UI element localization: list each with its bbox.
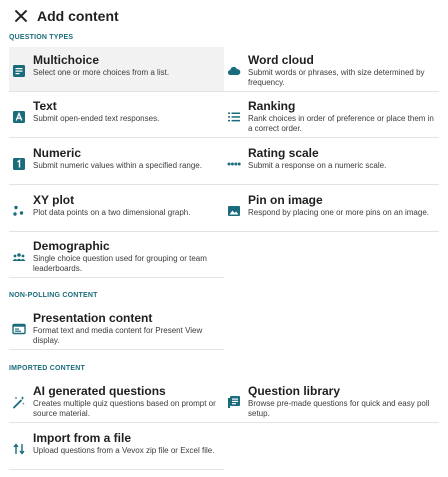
option-name: Question library [248,384,341,398]
option-description: Format text and media content for Present View display. [33,326,203,345]
option-name: Demographic [33,239,110,253]
option-presentation-content[interactable] [9,305,224,350]
option-question-library[interactable] [224,378,439,423]
ordered-list-icon [227,110,241,124]
option-name: Numeric [33,146,82,160]
cloud-icon [227,64,241,78]
option-name: Multichoice [33,53,100,67]
magic-wand-icon [12,395,26,409]
presentation-icon [12,322,26,336]
option-name: Pin on image [248,193,323,207]
option-description: Respond by placing one or more pins on an image. [248,208,429,217]
option-description: Single choice question used for grouping or team leaderboards. [33,254,207,273]
option-pin-on-image[interactable] [224,187,439,232]
library-icon [227,395,241,409]
dots-scale-icon [227,157,241,171]
section-label-non-polling: NON-POLLING CONTENT [9,292,98,299]
letter-a-icon [12,110,26,124]
option-demographic[interactable] [9,233,224,278]
option-text[interactable] [9,93,224,138]
option-word-cloud[interactable] [224,47,439,92]
option-ai-generated-questions[interactable] [9,378,224,423]
option-description: Upload questions from a Vevox zip file or Excel file. [33,446,215,455]
option-multichoice[interactable] [9,47,224,92]
section-label-question-types: QUESTION TYPES [9,34,74,41]
scatter-icon [12,204,26,218]
option-description: Submit words or phrases, with size determined by frequency. [248,68,425,87]
option-rating-scale[interactable] [224,140,439,185]
dialog-title: Add content [37,8,119,24]
section-label-imported: IMPORTED CONTENT [9,365,85,372]
option-description: Browse pre-made questions for quick and easy poll setup. [248,399,430,418]
option-description: Submit open-ended text responses. [33,114,160,123]
list-box-icon [12,64,26,78]
option-description: Select one or more choices from a list. [33,68,170,77]
option-name: Ranking [248,99,296,113]
close-icon[interactable] [14,9,28,23]
option-numeric[interactable] [9,140,224,185]
number-one-icon [12,157,26,171]
image-icon [227,204,241,218]
option-xy-plot[interactable] [9,187,224,232]
option-name: XY plot [33,193,75,207]
option-description: Rank choices in order of preference or place them in a correct order. [248,114,434,133]
option-import-from-file[interactable] [9,425,224,470]
option-name: Word cloud [248,53,314,67]
option-name: Text [33,99,57,113]
option-description: Submit a response on a numeric scale. [248,161,387,170]
import-arrows-icon [12,442,26,456]
option-ranking[interactable] [224,93,439,138]
option-name: Presentation content [33,311,153,325]
option-description: Plot data points on a two dimensional graph. [33,208,191,217]
dialog-header [14,6,119,26]
option-description: Submit numeric values within a specified range. [33,161,202,170]
option-name: AI generated questions [33,384,166,398]
option-name: Rating scale [248,146,319,160]
group-icon [12,250,26,264]
option-name: Import from a file [33,431,132,445]
option-description: Creates multiple quiz questions based on prompt or source material. [33,399,216,418]
